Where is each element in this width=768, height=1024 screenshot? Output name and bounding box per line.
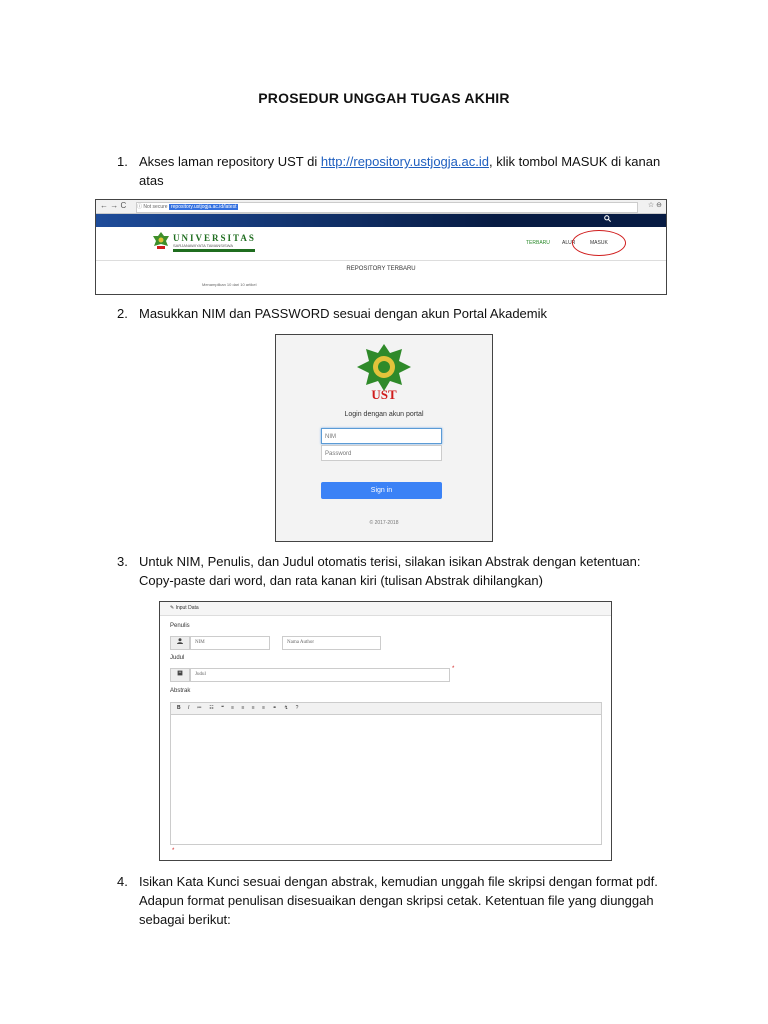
step-number: 4. xyxy=(117,874,128,889)
form-header: ✎ Input Data xyxy=(160,602,611,616)
university-subtitle: SARJANAWIYATA TAMANSISWA xyxy=(173,243,234,248)
unlink-button[interactable]: ↯ xyxy=(284,705,289,711)
browser-toolbar xyxy=(96,200,666,214)
search-icon xyxy=(604,215,611,224)
url-text: repository.ustjogja.ac.id/latest xyxy=(170,204,237,210)
required-marker: * xyxy=(172,848,175,854)
book-icon xyxy=(170,668,190,682)
step-number: 1. xyxy=(117,154,128,169)
editor-toolbar xyxy=(170,702,602,715)
step-4 xyxy=(117,872,677,929)
step-3 xyxy=(117,552,677,590)
step-text-pre: Akses laman repository UST di xyxy=(139,154,321,169)
site-topbar xyxy=(96,214,666,227)
university-name: UNIVERSITAS xyxy=(173,233,256,243)
menu-terbaru[interactable]: TERBARU xyxy=(526,240,550,246)
nav-icons: ← → C xyxy=(100,201,127,210)
user-icon xyxy=(170,636,190,650)
sign-in-button[interactable]: Sign in xyxy=(321,482,442,499)
step-1 xyxy=(117,152,677,190)
secure-label: ⓘ Not secure xyxy=(137,204,168,210)
nim-field[interactable]: NIM xyxy=(190,636,270,650)
step-text: Masukkan NIM dan PASSWORD sesuai dengan akun Portal Akademik xyxy=(139,306,548,321)
author-field[interactable]: Nama Author xyxy=(282,636,381,650)
step-number: 2. xyxy=(117,306,128,321)
align-justify-button[interactable]: ≡ xyxy=(262,705,266,711)
step-text-post: , klik tombol MASUK di kanan atas xyxy=(139,154,661,188)
quote-button[interactable]: ❝ xyxy=(221,705,224,711)
menu-masuk[interactable]: MASUK xyxy=(590,240,608,246)
required-marker: * xyxy=(452,666,455,672)
unordered-list-button[interactable]: ☷ xyxy=(209,705,214,711)
divider xyxy=(96,260,666,261)
help-button[interactable]: ? xyxy=(295,705,299,711)
step-text xyxy=(139,152,677,190)
menu-alur[interactable]: ALUR xyxy=(562,240,576,246)
link-button[interactable]: ⚭ xyxy=(272,705,277,711)
form-screenshot xyxy=(159,601,612,861)
university-logo-icon xyxy=(153,232,169,250)
browser-screenshot xyxy=(95,199,667,295)
penulis-label: Penulis xyxy=(170,623,190,629)
judul-label: Judul xyxy=(170,655,185,661)
highlight-circle xyxy=(572,230,626,256)
judul-field[interactable]: Judul xyxy=(190,668,450,682)
align-center-button[interactable]: ≡ xyxy=(241,705,245,711)
ordered-list-button[interactable]: ≔ xyxy=(196,705,202,711)
login-screenshot xyxy=(275,334,493,542)
nim-input[interactable]: NIM xyxy=(321,428,442,444)
password-input[interactable]: Password xyxy=(321,445,442,461)
step-text: Isikan Kata Kunci sesuai dengan abstrak, kemudian unggah file skripsi dengan format pdf. Adapun format penulisan disesuaikan dengan skripsi cetak. Ketentuan file yang diunggah sebagai berikut: xyxy=(139,874,658,927)
subtitle-bar xyxy=(173,249,255,252)
align-right-button[interactable]: ≡ xyxy=(251,705,255,711)
abstrak-label: Abstrak xyxy=(170,688,191,694)
step-text: Untuk NIM, Penulis, dan Judul otomatis terisi, silakan isikan Abstrak dengan ketentuan: Copy-paste dari word, dan rata kanan kiri (tulisan Abstrak dihilangkan) xyxy=(139,554,641,588)
step-2 xyxy=(117,304,677,323)
italic-button[interactable]: I xyxy=(188,705,190,711)
ust-logo-icon xyxy=(356,343,412,393)
login-heading: Login dengan akun portal xyxy=(344,411,424,418)
browser-right-icons: ☆ ⊖ xyxy=(647,202,662,209)
repository-link[interactable]: http://repository.ustjogja.ac.id xyxy=(320,154,489,169)
repository-heading: REPOSITORY TERBARU xyxy=(346,266,416,272)
align-left-button[interactable]: ≡ xyxy=(231,705,235,711)
page-title: PROSEDUR UNGGAH TUGAS AKHIR xyxy=(258,90,510,106)
copyright: © 2017-2018 xyxy=(369,520,399,526)
step-number: 3. xyxy=(117,554,128,569)
address-bar xyxy=(136,202,638,213)
abstract-editor[interactable] xyxy=(170,715,602,845)
ust-label: UST xyxy=(371,387,397,402)
bold-button[interactable]: B xyxy=(177,705,181,711)
result-count: Menampilkan 10 dari 10 artikel xyxy=(202,282,257,287)
